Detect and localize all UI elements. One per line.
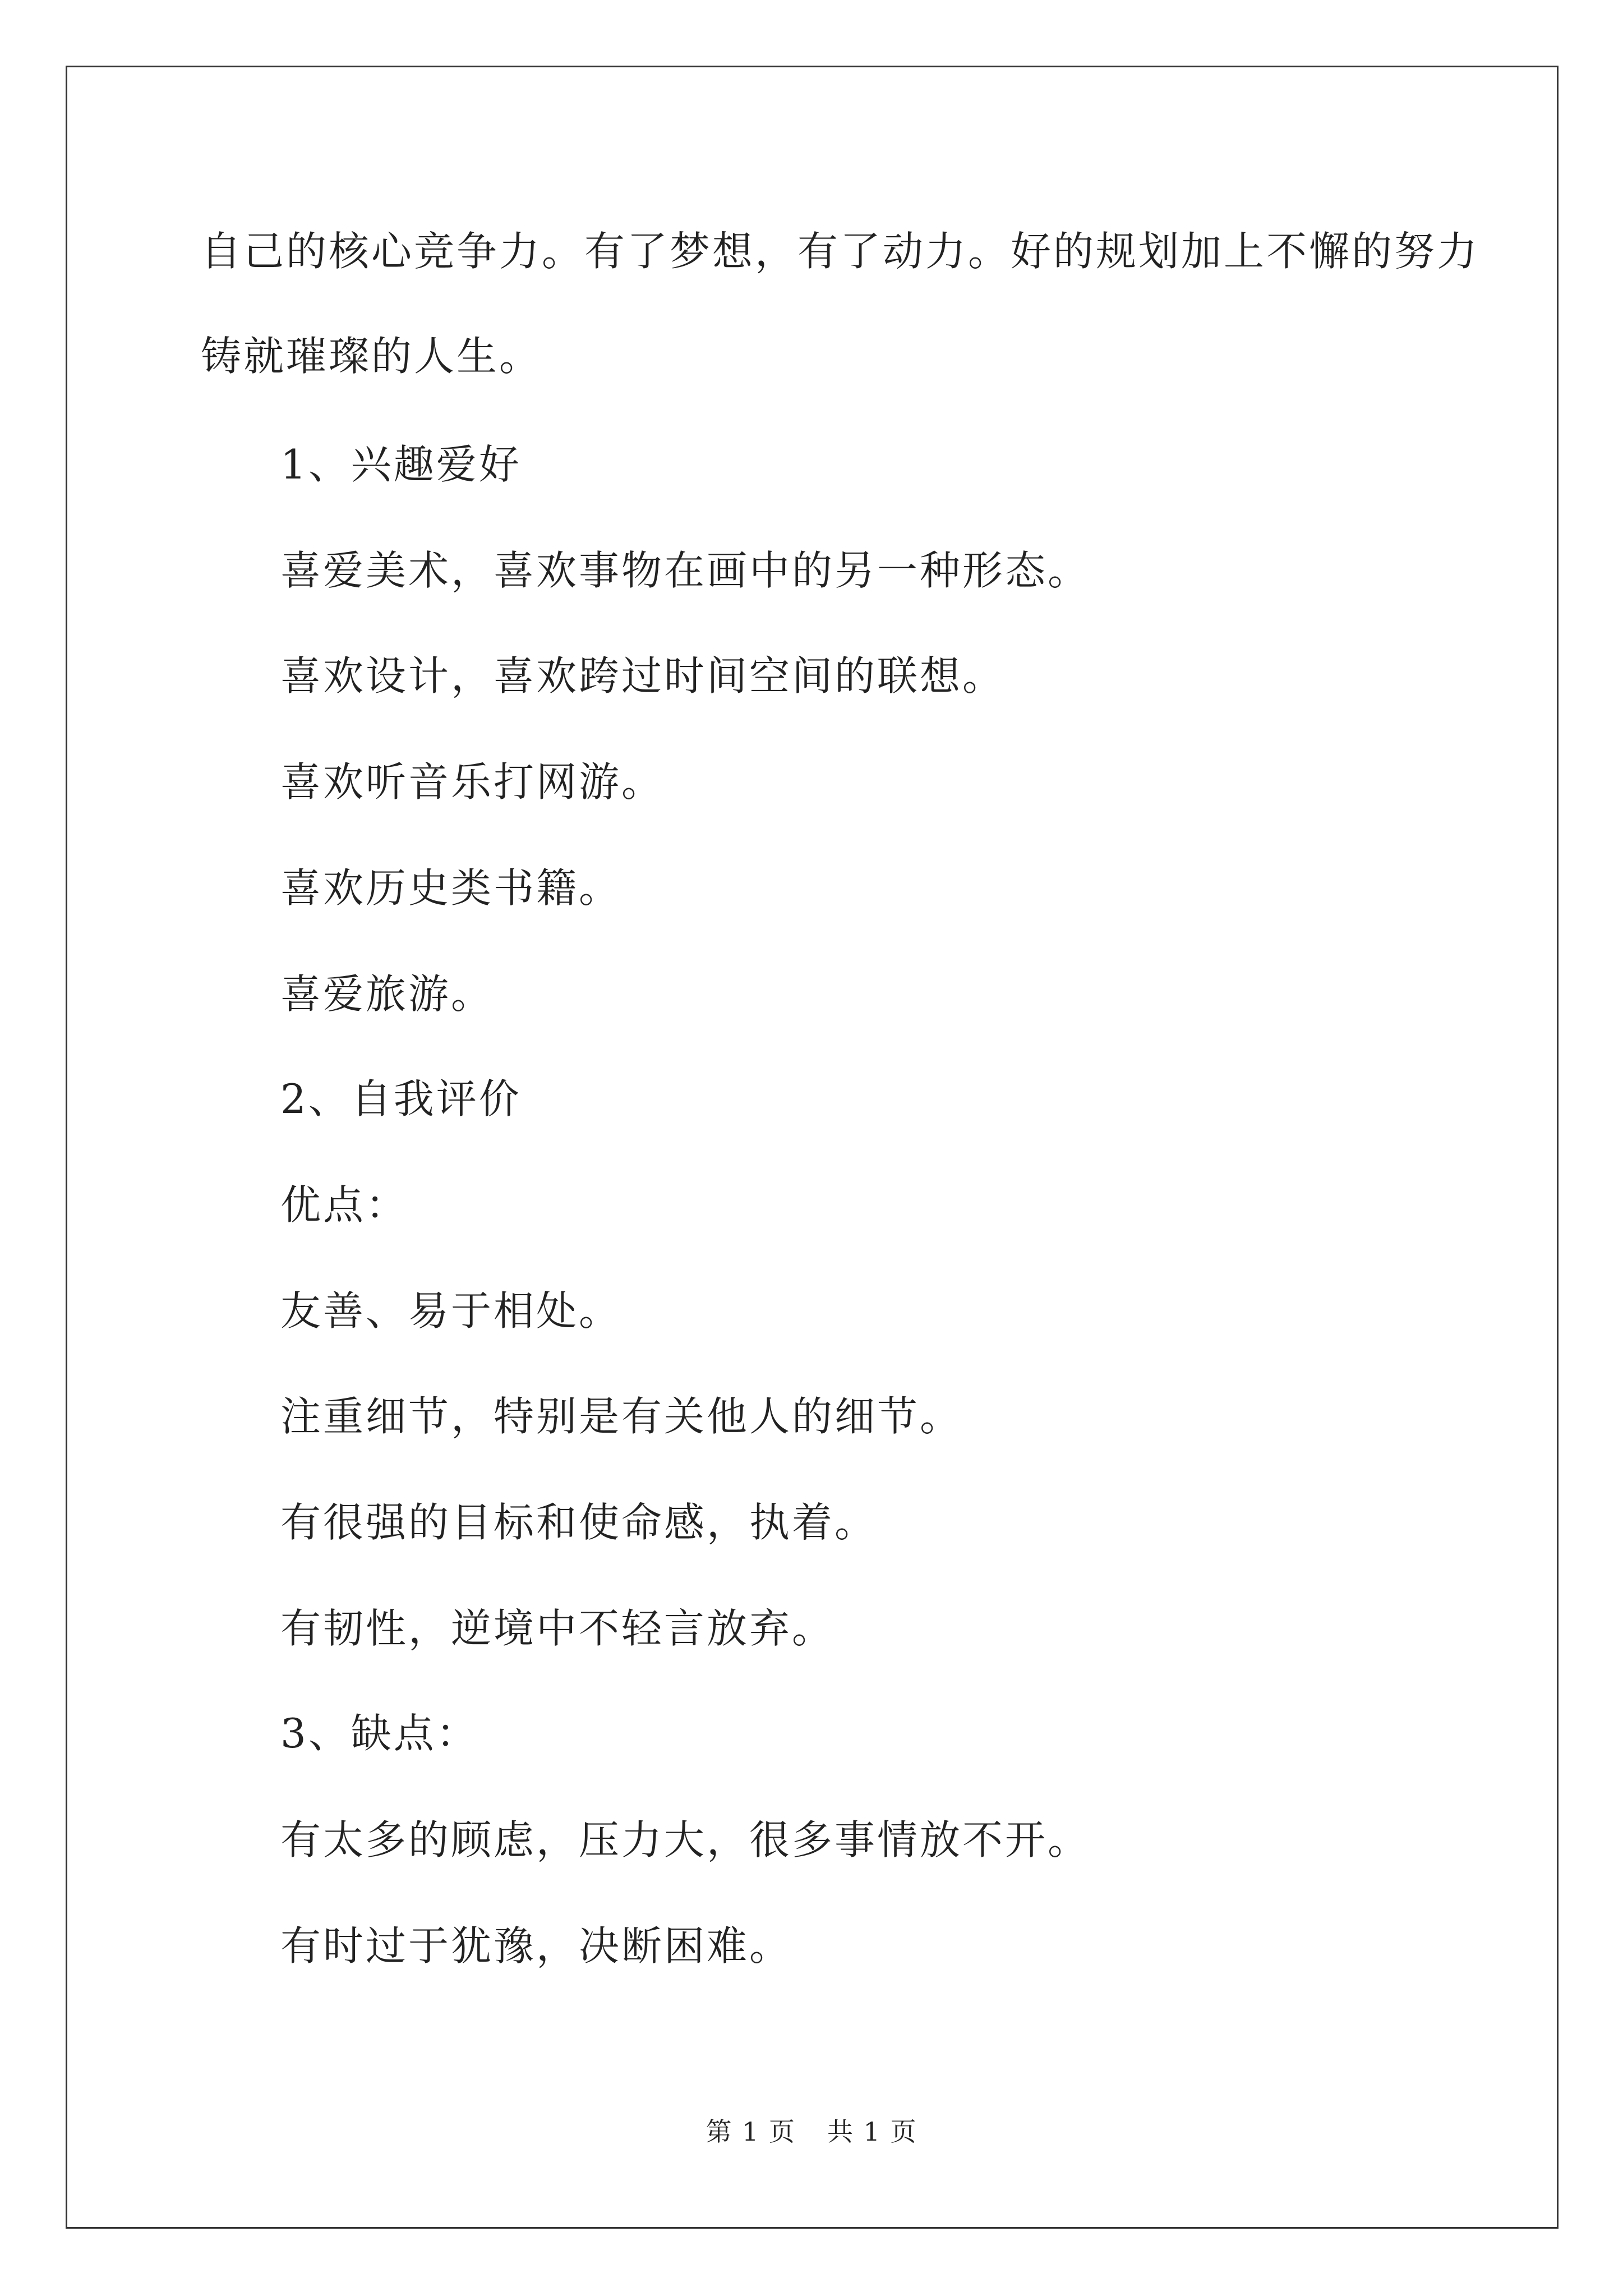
weakness-item-hesitation: 有时过于犹豫，决断困难。 — [280, 1922, 792, 1970]
body-line-1: 自己的核心竞争力。有了梦想，有了动力。好的规划加上不懈的努力 — [201, 228, 1480, 275]
section-heading-hobbies: 1、兴趣爱好 — [280, 441, 522, 488]
page-border — [66, 66, 1559, 2229]
weakness-item-worries: 有太多的顾虑，压力大，很多事情放不开。 — [280, 1816, 1091, 1864]
strength-item-detail: 注重细节，特别是有关他人的细节。 — [280, 1393, 963, 1440]
hobby-item-travel: 喜爱旅游。 — [280, 970, 494, 1018]
page-total: 共 1 页 — [827, 2116, 917, 2147]
hobby-item-music: 喜欢听音乐打网游。 — [280, 758, 665, 806]
hobby-item-history: 喜欢历史类书籍。 — [280, 864, 622, 912]
strength-item-friendly: 友善、易于相处。 — [280, 1287, 622, 1335]
strength-item-resilience: 有韧性，逆境中不轻言放弃。 — [280, 1605, 835, 1652]
strength-item-goals: 有很强的目标和使命感，执着。 — [280, 1499, 878, 1546]
hobby-item-art: 喜爱美术，喜欢事物在画中的另一种形态。 — [280, 547, 1091, 594]
body-line-2: 铸就璀璨的人生。 — [201, 333, 542, 380]
page-footer — [0, 2115, 1623, 2148]
hobby-item-design: 喜欢设计，喜欢跨过时间空间的联想。 — [280, 652, 1006, 700]
section-heading-weaknesses: 3、缺点： — [280, 1710, 479, 1757]
section-heading-self-evaluation: 2、自我评价 — [280, 1075, 522, 1122]
page-number: 第 1 页 — [706, 2116, 796, 2147]
strengths-label: 优点： — [280, 1181, 409, 1228]
